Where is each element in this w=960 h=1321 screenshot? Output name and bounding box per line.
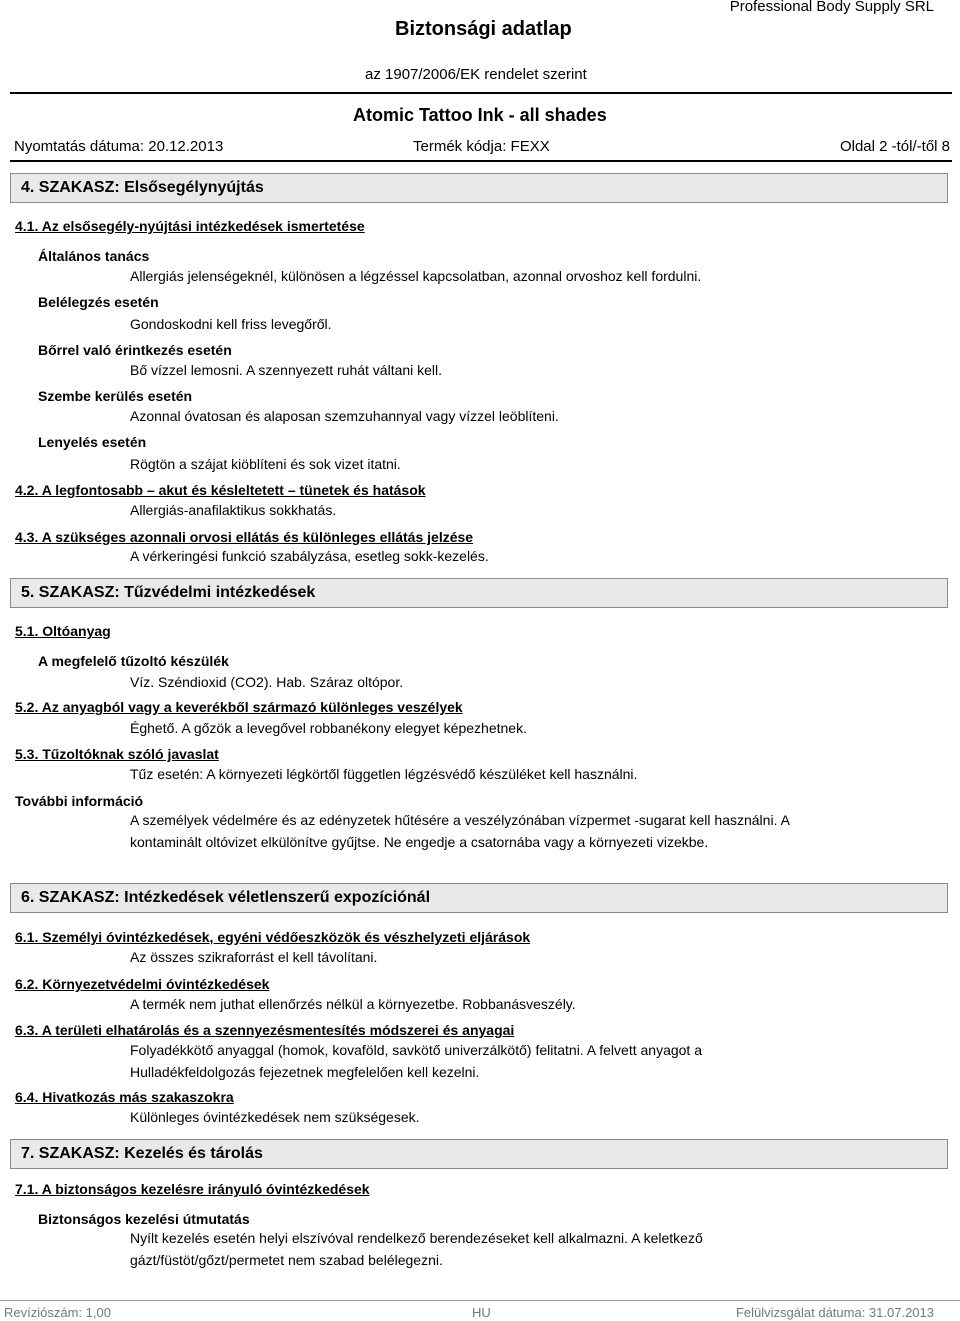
section-5-1-title: 5.1. Oltóanyag <box>15 623 111 639</box>
further-info-label: További információ <box>15 793 144 809</box>
section-5-2-title: 5.2. Az anyagból vagy a keverékből származó különleges veszélyek <box>15 699 463 715</box>
extinguisher-text: Víz. Széndioxid (CO2). Hab. Száraz oltópor. <box>130 674 404 690</box>
company-name: Professional Body Supply SRL <box>729 0 934 15</box>
section-6-header: 6. SZAKASZ: Intézkedések véletlenszerű expozíciónál <box>10 883 948 913</box>
safe-handling-text: Nyílt kezelés esetén helyi elszívóval rendelkező berendezéseket kell alkalmazni. A keletkező gázt/füstöt/gőzt/permetet nem szabad belélegezni. <box>130 1230 703 1268</box>
section-4-3-text: A vérkeringési funkció szabályzása, esetleg sokk-kezelés. <box>130 548 489 564</box>
skin-contact-text: Bő vízzel lemosni. A szennyezett ruhát váltani kell. <box>130 362 443 378</box>
inhalation-text: Gondoskodni kell friss levegőről. <box>130 316 332 332</box>
ingestion-label: Lenyelés esetén <box>38 434 147 450</box>
header-rule <box>10 92 952 94</box>
inhalation-label: Belélegzés esetén <box>38 294 159 310</box>
language-code: HU <box>472 1305 491 1320</box>
section-6-4-text: Különleges óvintézkedések nem szükségesek. <box>130 1109 420 1125</box>
document-title: Biztonsági adatlap <box>395 18 572 40</box>
section-7-header: 7. SZAKASZ: Kezelés és tárolás <box>10 1139 948 1169</box>
ingestion-text: Rögtön a szájat kiöblíteni és sok vizet itatni. <box>130 456 401 472</box>
safe-handling-label: Biztonságos kezelési útmutatás <box>38 1211 250 1227</box>
header-rule-bottom <box>10 160 952 162</box>
section-4-1-title: 4.1. Az elsősegély-nyújtási intézkedések ismertetése <box>15 218 365 234</box>
general-advice-text: Allergiás jelenségeknél, különösen a légzéssel kapcsolatban, azonnal orvoshoz kell fordulni. <box>130 268 702 284</box>
section-6-4-title: 6.4. Hivatkozás más szakaszokra <box>15 1089 234 1105</box>
section-4-2-title: 4.2. A legfontosabb – akut és késleltetett – tünetek és hatások <box>15 482 426 498</box>
eye-contact-text: Azonnal óvatosan és alaposan szemzuhannyal vagy vízzel leöblíteni. <box>130 408 559 424</box>
product-code: Termék kódja: FEXX <box>413 138 550 155</box>
page-number: Oldal 2 -tól/-től 8 <box>839 138 950 155</box>
section-6-2-text: A termék nem juthat ellenőrzés nélkül a környezetbe. Robbanásveszély. <box>130 996 576 1012</box>
extinguisher-label: A megfelelő tűzoltó készülék <box>38 653 229 669</box>
skin-contact-label: Bőrrel való érintkezés esetén <box>38 342 232 358</box>
section-6-1-text: Az összes szikraforrást el kell távolítani. <box>130 949 378 965</box>
print-date: Nyomtatás dátuma: 20.12.2013 <box>14 138 224 155</box>
eye-contact-label: Szembe kerülés esetén <box>38 388 193 404</box>
section-6-1-title: 6.1. Személyi óvintézkedések, egyéni védőeszközök és vészhelyzeti eljárások <box>15 929 531 945</box>
section-4-2-text: Allergiás-anafilaktikus sokkhatás. <box>130 502 337 518</box>
section-5-3-title: 5.3. Tűzoltóknak szóló javaslat <box>15 746 219 762</box>
section-5-header: 5. SZAKASZ: Tűzvédelmi intézkedések <box>10 578 948 608</box>
section-6-3-title: 6.3. A területi elhatárolás és a szennyezésmentesítés módszerei és anyagai <box>15 1022 515 1038</box>
section-5-3-text: Tűz esetén: A környezeti légkörtől független légzésvédő készüléket kell használni. <box>130 766 638 782</box>
further-info-text: A személyek védelmére és az edényzetek hűtésére a veszélyzónában vízpermet -sugarat kell használni. A kontaminált oltóvizet elkülönítve gyűjtse. Ne engedje a csatornába vagy a környezeti vizekbe. <box>130 812 790 850</box>
footer-rule <box>0 1300 960 1301</box>
section-4-3-title: 4.3. A szükséges azonnali orvosi ellátás és különleges ellátás jelzése <box>15 529 474 545</box>
section-5-2-text: Éghető. A gőzök a levegővel robbanékony elegyet képezhetnek. <box>130 720 527 736</box>
product-name: Atomic Tattoo Ink - all shades <box>353 105 607 125</box>
review-date: Felülvizsgálat dátuma: 31.07.2013 <box>735 1305 934 1320</box>
section-6-3-text: Folyadékkötő anyaggal (homok, kovaföld, savkötő univerzálkötő) felitatni. A felvett anyagot a Hulladékfeldolgozás fejezetnek megfelelően kell kezelni. <box>130 1042 702 1080</box>
section-7-1-title: 7.1. A biztonságos kezelésre irányuló óvintézkedések <box>15 1181 370 1197</box>
regulation-note: az 1907/2006/EK rendelet szerint <box>365 66 587 83</box>
section-4-header: 4. SZAKASZ: Elsősegélynyújtás <box>10 173 948 203</box>
revision-number: Revíziószám: 1,00 <box>4 1305 111 1320</box>
section-6-2-title: 6.2. Környezetvédelmi óvintézkedések <box>15 976 270 992</box>
general-advice-label: Általános tanács <box>38 248 150 264</box>
